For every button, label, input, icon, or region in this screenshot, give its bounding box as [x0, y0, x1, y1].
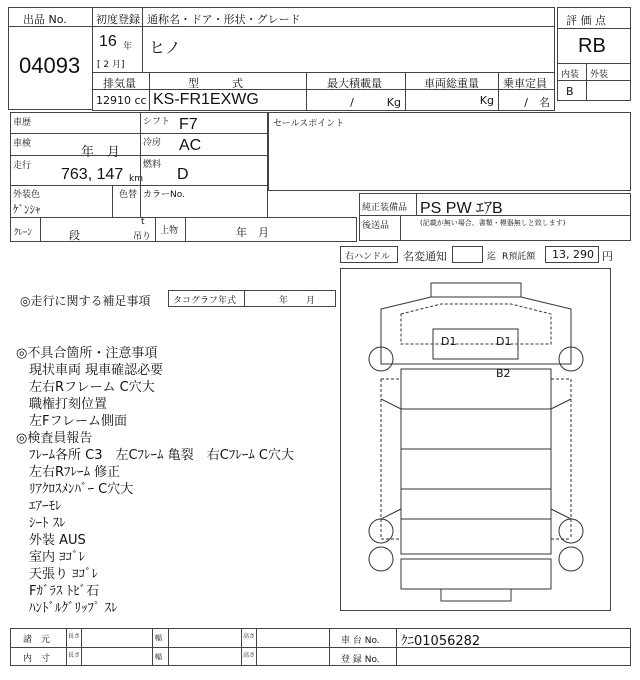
- ac-cell: [140, 133, 268, 156]
- gross-label: 車両総重量: [424, 77, 479, 90]
- drive-note-heading: ◎走行に関する補足事項: [20, 294, 151, 308]
- score-label: 評 価 点: [566, 14, 606, 27]
- height-label: 高さ: [243, 633, 256, 640]
- list-item: ◎不具合箇所・注意事項: [16, 346, 158, 361]
- load-cell: [306, 89, 406, 111]
- recycle-value: 13, 290: [552, 248, 594, 261]
- inspection-cell: [10, 133, 141, 160]
- length-label: 長さ: [68, 633, 81, 640]
- disp-cell: [92, 89, 150, 111]
- score-head: [557, 7, 631, 29]
- equipment-value: PS PW ｴｱB: [420, 200, 503, 217]
- rhd-box: [340, 246, 398, 263]
- name-cell: [142, 26, 555, 73]
- recycle-box: [545, 246, 599, 263]
- color-cell: [10, 185, 113, 218]
- list-item: Fｶﾞﾗｽ ﾄﾋﾞ石: [16, 584, 100, 599]
- interior-grade: B: [566, 85, 574, 98]
- tacho-box: [168, 290, 336, 307]
- damage-mark: D1: [441, 335, 457, 348]
- inspection-label: 車検: [13, 139, 32, 149]
- list-item: ﾌﾚｰﾑ各所 C3 左Cﾌﾚｰﾑ 亀裂 右Cﾌﾚｰﾑ C穴大: [16, 448, 294, 463]
- fuel-label: 燃料: [143, 160, 162, 170]
- first-reg-cell: [92, 7, 143, 27]
- body-date: 年 月: [236, 226, 269, 239]
- disp-head: [92, 72, 150, 90]
- list-item: ﾊﾝﾄﾞﾙｸﾞﾘｯﾌﾟ ｽﾚ: [16, 601, 118, 616]
- ac-value: AC: [179, 137, 202, 154]
- body-cell: [185, 217, 357, 242]
- name-change-box: [452, 246, 483, 263]
- list-item: 職権打刻位置: [16, 397, 108, 412]
- list-item: 室内 ﾖｺﾞﾚ: [16, 550, 86, 565]
- fuel-cell: [140, 155, 268, 186]
- ac-label: 冷房: [143, 138, 162, 148]
- score-value: RB: [578, 35, 606, 57]
- later-note: (記載が無い場合、書類・模器無しと致します): [420, 219, 566, 227]
- int-head: [557, 63, 587, 81]
- color-value: ｹﾞﾝｼｬ: [13, 203, 41, 216]
- crane-t: t: [141, 217, 145, 227]
- until-label: 迄: [487, 252, 497, 262]
- ext-label: 外装: [590, 70, 609, 80]
- list-item: 左右Rﾌﾚｰﾑ 修正: [16, 465, 121, 480]
- list-item: 現状車両 現車確認必要: [16, 363, 164, 378]
- mileage-value: 763, 147: [61, 166, 124, 183]
- first-reg-label: 初度登録: [96, 13, 140, 26]
- cap-head: [498, 72, 555, 90]
- model-cell: [149, 89, 307, 111]
- tacho-value: 年 月: [279, 296, 316, 306]
- history-cell: [10, 112, 141, 134]
- name-header-cell: [142, 7, 555, 27]
- fuel-value: D: [177, 166, 189, 183]
- lot-number: 04093: [19, 53, 81, 78]
- year-unit: 年: [123, 42, 133, 52]
- inspection-value: 年 月: [81, 145, 121, 160]
- truck-outline-icon: [341, 269, 610, 610]
- list-item: ｴｱｰﾓﾚ: [16, 499, 62, 514]
- reg-year: 16: [99, 33, 117, 50]
- later-label: 後送品: [362, 221, 390, 231]
- gross-cell: [405, 89, 499, 111]
- mileage-label: 走行: [13, 161, 32, 171]
- chassis-number: ｸﾆ01056282: [401, 634, 481, 649]
- height-label: 高さ: [243, 652, 256, 659]
- yen-label: 円: [602, 250, 613, 263]
- ext-cell: [586, 80, 631, 101]
- int-cell: [557, 80, 587, 101]
- first-reg-value-cell: [92, 26, 143, 73]
- lot-cell: [8, 26, 93, 110]
- width-label: 幅: [155, 634, 162, 642]
- load-label: 最大積載量: [327, 77, 382, 90]
- list-item: 左Fフレーム側面: [16, 414, 127, 429]
- score-cell: [557, 28, 631, 64]
- reg-label: 登 録 No.: [341, 655, 380, 665]
- gross-weight: Kg: [479, 94, 494, 107]
- rhd-label: 右ハンドル: [345, 252, 391, 262]
- model-head: [149, 72, 307, 90]
- width-label: 幅: [155, 653, 162, 661]
- mileage-unit: km: [129, 174, 143, 184]
- capacity: / 名: [524, 96, 550, 109]
- sales-point-box: [268, 112, 631, 191]
- shift-value: F7: [179, 116, 198, 133]
- shift-cell: [140, 112, 268, 134]
- model-label: 型 式: [188, 77, 243, 90]
- reg-month: [ 2 月]: [97, 60, 125, 70]
- mileage-cell: [10, 155, 141, 186]
- crane-label-cell: [10, 217, 41, 242]
- load-head: [306, 72, 406, 90]
- length-label: 長さ: [68, 652, 81, 659]
- list-item: 左右Rフレーム C穴大: [16, 380, 155, 395]
- name-change-label: 名変通知: [403, 250, 447, 263]
- recycle-label: R預託額: [502, 252, 536, 262]
- bottom-table: [10, 628, 631, 666]
- list-item: 天張り ﾖｺﾞﾚ: [16, 567, 99, 582]
- displacement: 12910 cc: [96, 94, 147, 107]
- inner-label: 内 寸: [23, 654, 51, 664]
- crane-label: ｸﾚｰﾝ: [14, 228, 33, 238]
- lot-label-cell: [8, 7, 93, 27]
- cap-cell: [498, 89, 555, 111]
- disp-label: 排気量: [103, 77, 136, 90]
- lot-label: 出品 No.: [23, 13, 67, 26]
- gross-head: [405, 72, 499, 90]
- body-label-cell: [155, 217, 186, 242]
- car-name: ヒノ: [149, 40, 181, 57]
- color-label: 外装色: [13, 190, 41, 200]
- ext-head: [586, 63, 631, 81]
- equipment-box: [359, 193, 631, 216]
- int-label: 内装: [561, 70, 580, 80]
- damage-mark: D1: [496, 335, 512, 348]
- shift-label: シフト: [143, 117, 171, 127]
- crane-tsuri: 吊り: [133, 232, 152, 242]
- equipment-label: 純正装備品: [362, 203, 408, 213]
- sales-point-label: セールスポイント: [273, 119, 345, 129]
- tacho-label: タコグラフ年式: [173, 296, 237, 306]
- crane-stage: 段: [69, 229, 80, 242]
- body-label: 上物: [160, 226, 179, 236]
- list-item: 外装 AUS: [16, 533, 86, 548]
- model-value: KS-FR1EXWG: [153, 91, 259, 108]
- damage-mark: B2: [496, 367, 511, 380]
- color-change-label: 色替: [119, 190, 138, 200]
- name-label: 通称名・ドア・形状・グレード: [147, 13, 301, 26]
- notes-list: [16, 345, 294, 617]
- color-no-label: カラーNo.: [143, 190, 185, 200]
- cap-label: 乗車定員: [503, 77, 547, 90]
- crane-cell: [40, 217, 156, 242]
- truck-diagram: [340, 268, 611, 611]
- list-item: ｼｰﾄ ｽﾚ: [16, 516, 66, 531]
- color-change-cell: [112, 185, 141, 218]
- chassis-label: 車 台 No.: [341, 636, 380, 646]
- color-no-cell: [140, 185, 268, 218]
- max-load: / Kg: [350, 96, 401, 109]
- history-label: 車歴: [13, 118, 32, 128]
- list-item: ﾘｱｸﾛｽﾒﾝﾊﾞｰ C穴大: [16, 482, 134, 497]
- list-item: ◎検査員報告: [16, 431, 93, 446]
- later-box: [359, 215, 631, 241]
- spec-label: 諸 元: [23, 635, 51, 645]
